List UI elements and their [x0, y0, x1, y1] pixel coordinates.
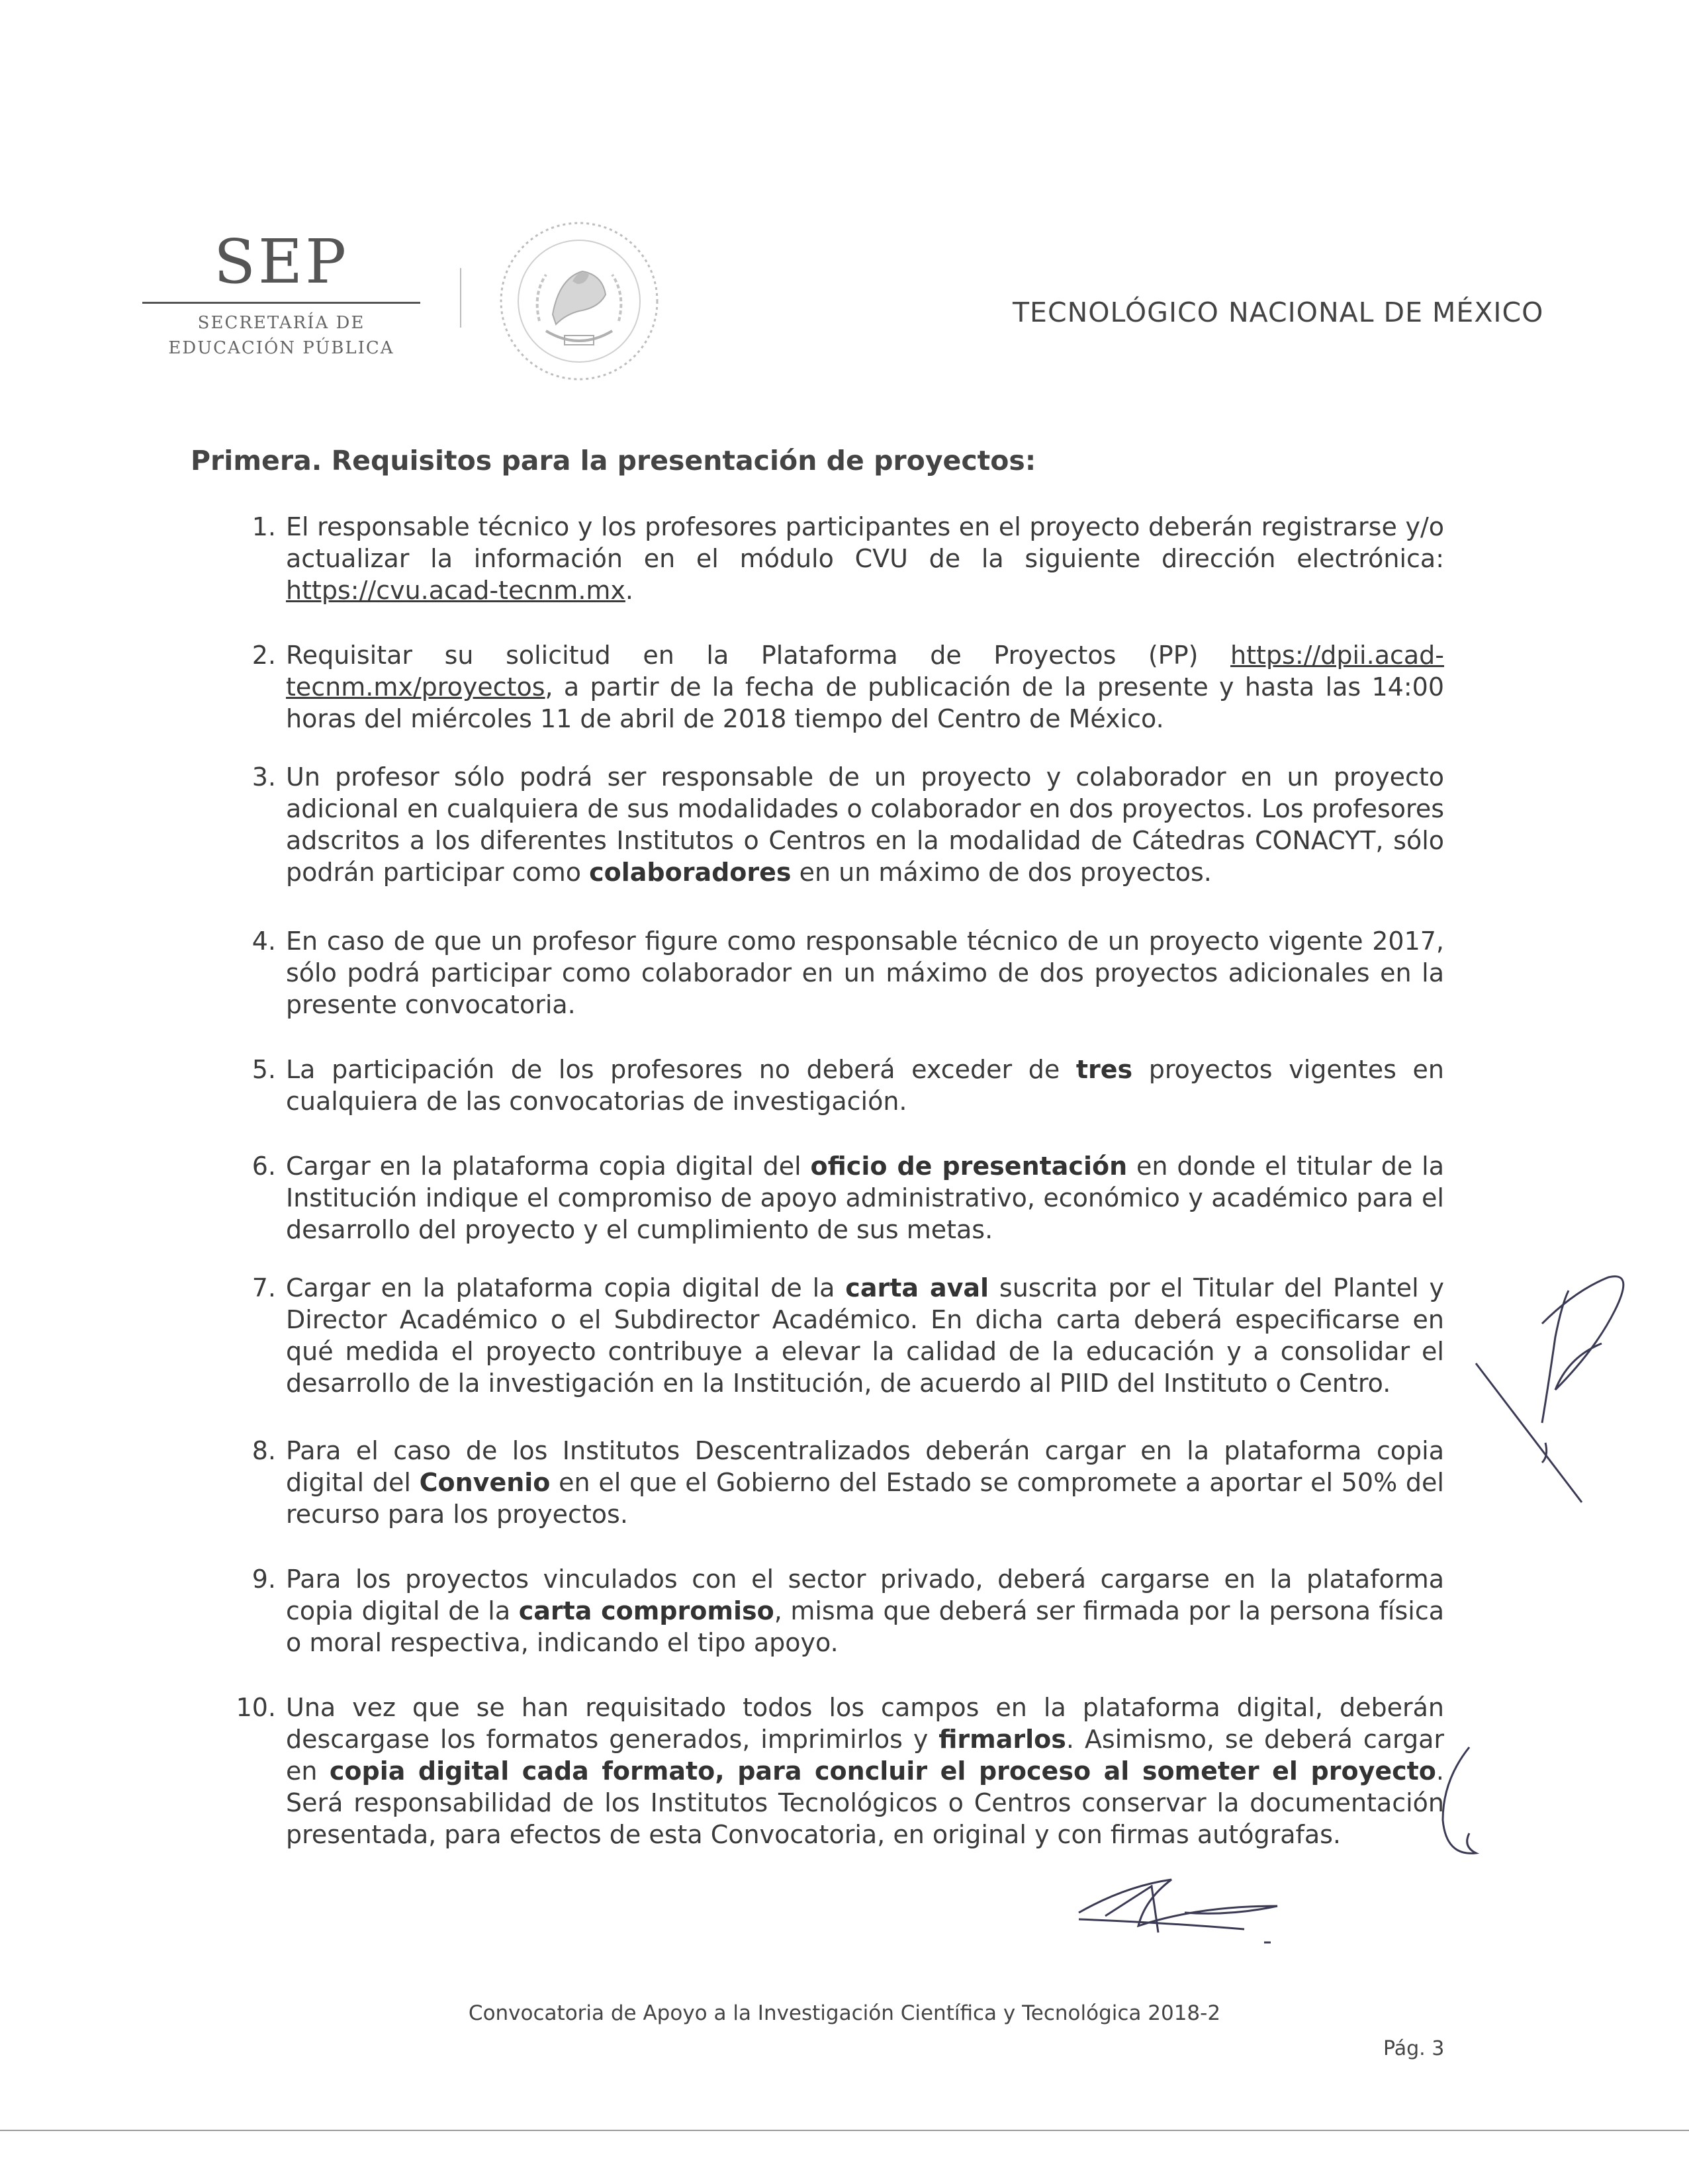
list-item-number: 2. [251, 641, 276, 670]
national-seal-icon [493, 215, 665, 387]
platform-link[interactable]: https://dpii.acad-tecnm.mx/proyectos [286, 641, 1444, 702]
section-title: Primera. Requisitos para la presentación de proyectos: [191, 445, 1036, 477]
list-item-text: Para los proyectos vinculados con el sector privado, deberá cargarse en la plataforma copia digital de la carta compromiso, misma que deberá ser firmada por la persona física o moral respectiva, indicando el tipo apoyo. [286, 1565, 1444, 1657]
page-number: Pág. 3 [1383, 2037, 1445, 2060]
list-item-number: 3. [251, 762, 276, 792]
list-item-number: 6. [251, 1152, 276, 1181]
handwritten-initials-mark [1456, 1251, 1655, 1535]
list-item-text: Para el caso de los Institutos Descentralizados deberán cargar en la plataforma copia digital del Convenio en el que el Gobierno del Estado se compromete a aportar el 50% del recurso para los proyectos. [286, 1436, 1444, 1529]
list-item-text: La participación de los profesores no deberá exceder de tres proyectos vigentes en cualquiera de las convocatorias de investigación. [286, 1055, 1444, 1116]
sep-title: SEP [213, 226, 349, 297]
list-item-text: El responsable técnico y los profesores participantes en el proyecto deberán registrarse y/o actualizar la información en el módulo CVU de la siguiente dirección electrónica: https://cvu.acad-tecnm.mx. [286, 512, 1444, 605]
list-item-number: 5. [251, 1055, 276, 1084]
cvu-link[interactable]: https://cvu.acad-tecnm.mx [286, 576, 625, 605]
institution-name: TECNOLÓGICO NACIONAL DE MÉXICO [1013, 296, 1544, 328]
list-item-text: En caso de que un profesor figure como responsable técnico de un proyecto vigente 2017, sólo podrá participar como colaborador en un máximo de dos proyectos adicionales en la presente convocatoria. [286, 927, 1444, 1019]
sep-subtitle-line2: EDUCACIÓN PÚBLICA [168, 338, 394, 358]
list-item-text: Cargar en la plataforma copia digital del oficio de presentación en donde el titular de la Institución indique el compromiso de apoyo administrativo, económico y académico para el desarrollo del proyecto y el cumplimiento de sus metas. [286, 1152, 1444, 1244]
list-item-number: 1. [251, 512, 276, 541]
handwritten-margin-mark [1423, 1741, 1502, 1873]
list-item-number: 10. [236, 1693, 276, 1722]
sep-logo [142, 226, 420, 361]
sep-logo-rule [142, 302, 420, 304]
list-item-text: Requisitar su solicitud en la Plataforma de Proyectos (PP) https://dpii.acad-tecnm.mx/proyectos, a partir de la fecha de publicación de la presente y hasta las 14:00 horas del miércoles 11 de abril de 2018 tiempo del Centro de México. [286, 641, 1444, 733]
list-item-number: 7. [251, 1273, 276, 1302]
list-item-text: Un profesor sólo podrá ser responsable de un proyecto y colaborador en un proyecto adicional en cualquiera de sus modalidades o colaborador en dos proyectos. Los profesores adscritos a los diferentes Institutos o Centros en la modalidad de Cátedras CONACYT, sólo podrán participar como colaboradores en un máximo de dos proyectos. [286, 762, 1444, 887]
signature-mark [1066, 1860, 1304, 1952]
header-divider [460, 268, 461, 328]
sep-subtitle-line1: SECRETARÍA DE [197, 313, 365, 333]
list-item-number: 8. [251, 1436, 276, 1465]
list-item-number: 4. [251, 927, 276, 956]
list-item-text: Cargar en la plataforma copia digital de la carta aval suscrita por el Titular del Plantel y Director Académico o el Subdirector Académico. En dicha carta deberá especificarse en qué medida el proyecto contribuye a elevar la calidad de la educación y a consolidar el desarrollo de la investigación en la Institución, de acuerdo al PIID del Instituto o Centro. [286, 1273, 1444, 1398]
footer-text: Convocatoria de Apoyo a la Investigación Científica y Tecnológica 2018-2 [468, 2001, 1221, 2025]
list-item-text: Una vez que se han requisitado todos los campos en la plataforma digital, deberán descargase los formatos generados, imprimirlos y firmarlos. Asimismo, se deberá cargar en copia digital cada formato, para concluir el proceso al someter el proyecto. Será responsabilidad de los Institutos Tecnológicos o Centros conservar la documentación presentada, para efectos de esta Convocatoria, en original y con firmas autógrafas. [286, 1693, 1444, 1849]
bottom-rule [0, 2130, 1689, 2131]
list-item-number: 9. [251, 1565, 276, 1594]
